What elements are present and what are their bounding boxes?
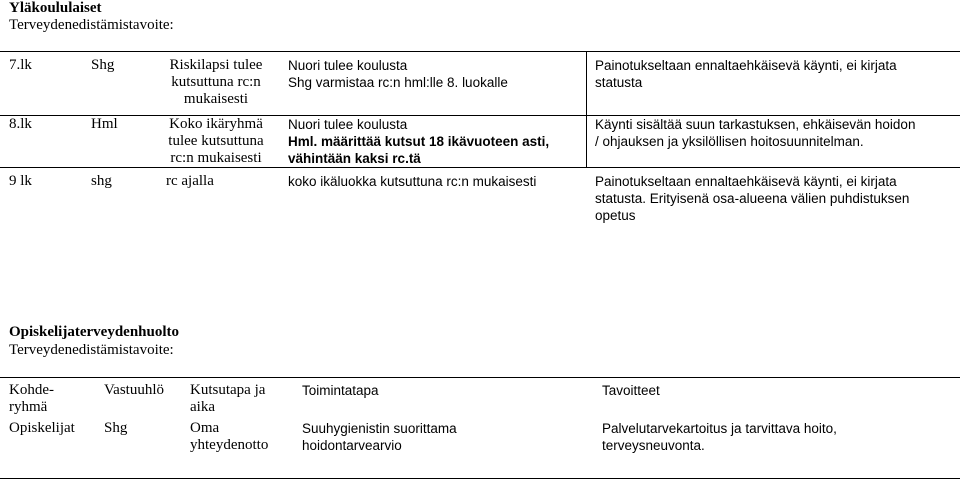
- row1-goal-line1: Painotukseltaan ennaltaehkäisevä käynti, ei kirjata: [595, 58, 897, 73]
- row-method: [302, 420, 457, 454]
- row-method-line1: Suuhygienistin suorittama: [302, 421, 457, 436]
- row3-goal: [595, 173, 909, 224]
- row2-who: Hml: [91, 116, 118, 132]
- row2-grade: 8.lk: [9, 116, 32, 132]
- section2-subtitle: Terveydenedistämistavoite:: [9, 342, 174, 358]
- row-timing-line2: yhteydenotto: [190, 437, 269, 453]
- header-target: [9, 382, 54, 416]
- row3-when: rc ajalla: [166, 173, 214, 189]
- row1-goal: [595, 57, 897, 91]
- header-timing: [190, 382, 265, 416]
- row2-when-line1: Koko ikäryhmä: [169, 116, 263, 132]
- row2-how-line1: Nuori tulee koulusta: [288, 117, 408, 132]
- row1-grade: 7.lk: [9, 57, 32, 73]
- row3-how: koko ikäluokka kutsuttuna rc:n mukaisesti: [288, 174, 537, 189]
- row3-goal-line2: statusta. Erityisenä osa-alueena välien puhdistuksen: [595, 191, 910, 206]
- row1-when-line2: kutsuttuna rc:n: [171, 74, 261, 90]
- row2-goal: [595, 116, 915, 150]
- row1-when-line1: Riskilapsi tulee: [169, 57, 263, 73]
- row2-how: [288, 116, 549, 167]
- row1-who: Shg: [91, 57, 115, 73]
- header-method: Toimintatapa: [302, 383, 379, 398]
- row2-when-line2: tulee kutsuttuna: [168, 133, 264, 149]
- row3-grade: 9 lk: [9, 173, 32, 189]
- row1-how-line2: Shg varmistaa rc:n hml:lle 8. luokalle: [288, 75, 508, 90]
- row3-goal-line3: opetus: [595, 208, 636, 223]
- header-goal: Tavoitteet: [602, 383, 660, 398]
- section2-title: Opiskelijaterveydenhuolto: [9, 324, 180, 340]
- header-responsible: Vastuuhlö: [104, 382, 164, 398]
- row2-how-line3: vähintään kaksi rc.tä: [288, 151, 421, 166]
- row1-how-line1: Nuori tulee koulusta: [288, 58, 408, 73]
- row-timing-line1: Oma: [190, 420, 220, 436]
- row2-goal-line1: Käynti sisältää suun tarkastuksen, ehkäisevän hoidon: [595, 117, 916, 132]
- header-timing-line1: Kutsutapa ja: [190, 382, 266, 398]
- row3-goal-line1: Painotukseltaan ennaltaehkäisevä käynti, ei kirjata: [595, 174, 897, 189]
- table1-top-border: [0, 51, 960, 52]
- row1-goal-line2: statusta: [595, 75, 643, 90]
- row-target: Opiskelijat: [9, 420, 75, 436]
- header-target-line2: ryhmä: [9, 399, 48, 415]
- table1-col-divider: [586, 51, 587, 167]
- row-goal-line2: terveysneuvonta.: [602, 438, 705, 453]
- row-goal-line1: Palvelutarvekartoitus ja tarvittava hoito,: [602, 421, 837, 436]
- table1-row-divider-2: [0, 167, 960, 168]
- row2-goal-line2: / ohjauksen ja yksilöllisen hoitosuunnitelman.: [595, 134, 864, 149]
- section1-subtitle: Terveydenedistämistavoite:: [9, 17, 174, 33]
- header-target-line1: Kohde-: [9, 382, 54, 398]
- row1-when: [156, 57, 276, 108]
- row-method-line2: hoidontarvearvio: [302, 438, 402, 453]
- section1-title: Yläkoululaiset: [9, 0, 102, 16]
- row-goal: [602, 420, 837, 454]
- row-responsible: Shg: [104, 420, 128, 436]
- row3-who: shg: [91, 173, 112, 189]
- row2-when: [156, 116, 276, 167]
- row2-when-line3: rc:n mukaisesti: [170, 150, 262, 166]
- table2-top-border: [0, 377, 960, 378]
- header-timing-line2: aika: [190, 399, 215, 415]
- row-timing: [190, 420, 268, 454]
- row1-how: [288, 57, 508, 91]
- row1-when-line3: mukaisesti: [183, 91, 249, 107]
- row2-how-line2: Hml. määrittää kutsut 18 ikävuoteen asti,: [288, 134, 550, 149]
